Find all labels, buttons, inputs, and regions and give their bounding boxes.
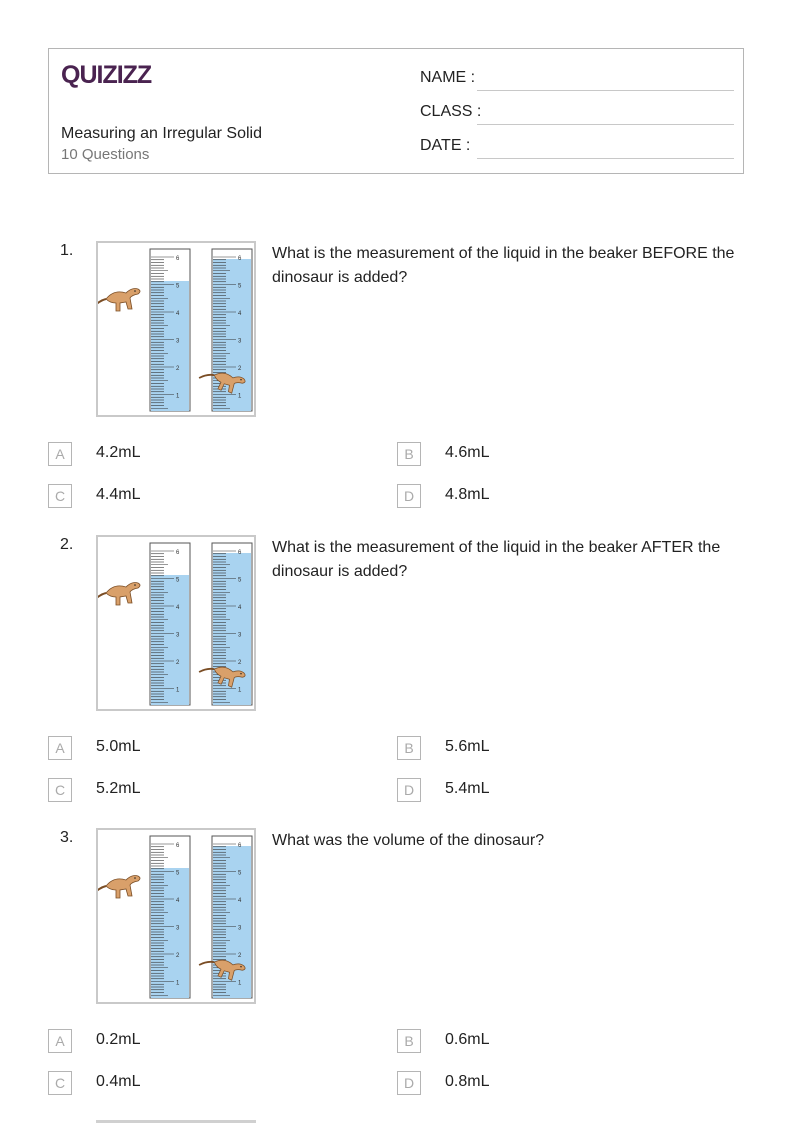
- svg-text:1: 1: [238, 687, 242, 694]
- svg-text:4: 4: [238, 898, 242, 904]
- date-field[interactable]: [420, 137, 734, 159]
- option-text: 4.4mL: [96, 486, 141, 503]
- option-letter-box: D: [397, 484, 421, 508]
- svg-text:3: 3: [176, 338, 180, 345]
- option-text: 5.0mL: [96, 738, 141, 755]
- svg-text:4: 4: [238, 605, 242, 611]
- svg-text:6: 6: [176, 550, 180, 556]
- svg-text:6: 6: [176, 256, 180, 262]
- date-label: DATE :: [420, 137, 471, 154]
- option-letter-box: A: [48, 736, 72, 760]
- option-letter-box: D: [397, 778, 421, 802]
- svg-text:3: 3: [238, 925, 242, 932]
- option-a[interactable]: [48, 442, 298, 466]
- name-line[interactable]: [477, 90, 734, 91]
- class-field[interactable]: [420, 103, 734, 125]
- svg-text:1: 1: [238, 393, 242, 400]
- svg-text:6: 6: [176, 843, 180, 849]
- svg-text:4: 4: [176, 311, 180, 317]
- option-a[interactable]: [48, 736, 298, 760]
- svg-text:3: 3: [176, 632, 180, 639]
- svg-text:1: 1: [238, 980, 242, 987]
- svg-text:3: 3: [238, 338, 242, 345]
- svg-text:6: 6: [238, 256, 242, 262]
- option-letter-box: D: [397, 1071, 421, 1095]
- option-b[interactable]: [397, 736, 647, 760]
- option-b[interactable]: [397, 442, 647, 466]
- question-text: What was the volume of the dinosaur?: [272, 832, 545, 849]
- option-a[interactable]: [48, 1029, 298, 1053]
- option-text: 0.8mL: [445, 1073, 490, 1090]
- svg-text:5: 5: [176, 870, 180, 877]
- svg-text:4: 4: [238, 311, 242, 317]
- option-letter-box: C: [48, 484, 72, 508]
- svg-text:4: 4: [176, 605, 180, 611]
- question-text: What is the measurement of the liquid in the beaker AFTER the dinosaur is added?: [272, 539, 721, 580]
- svg-text:6: 6: [238, 843, 242, 849]
- option-letter-box: C: [48, 778, 72, 802]
- question-number: 3.: [60, 829, 74, 846]
- quizizz-logo: [61, 57, 153, 91]
- worksheet-title: Measuring an Irregular Solid: [61, 125, 262, 142]
- option-d[interactable]: [397, 778, 647, 802]
- graduated-cylinder-image: [96, 241, 256, 417]
- class-label: CLASS :: [420, 103, 482, 120]
- svg-text:6: 6: [238, 550, 242, 556]
- svg-text:2: 2: [238, 660, 242, 666]
- option-d[interactable]: [397, 1071, 647, 1095]
- date-line[interactable]: [477, 158, 734, 159]
- option-b[interactable]: [397, 1029, 647, 1053]
- question-count: 10 Questions: [61, 146, 150, 163]
- question-number: 1.: [60, 242, 74, 259]
- class-line[interactable]: [477, 124, 734, 125]
- svg-text:1: 1: [176, 393, 180, 400]
- svg-text:5: 5: [238, 577, 242, 584]
- svg-text:2: 2: [238, 953, 242, 959]
- question-3: [0, 829, 794, 1099]
- svg-text:5: 5: [176, 283, 180, 290]
- svg-text:2: 2: [176, 953, 180, 959]
- graduated-cylinder-image: [96, 535, 256, 711]
- option-letter-box: C: [48, 1071, 72, 1095]
- svg-text:5: 5: [238, 870, 242, 877]
- question-number: 2.: [60, 536, 74, 553]
- graduated-cylinder-image: [96, 828, 256, 1004]
- option-letter-box: B: [397, 1029, 421, 1053]
- option-c[interactable]: [48, 484, 298, 508]
- option-letter-box: B: [397, 442, 421, 466]
- option-text: 5.6mL: [445, 738, 490, 755]
- svg-text:2: 2: [238, 366, 242, 372]
- svg-text:1: 1: [176, 980, 180, 987]
- name-label: NAME :: [420, 69, 476, 86]
- option-text: 5.4mL: [445, 780, 490, 797]
- option-c[interactable]: [48, 1071, 298, 1095]
- question-2: [0, 536, 794, 806]
- svg-text:3: 3: [238, 632, 242, 639]
- worksheet-header: [48, 48, 744, 174]
- option-text: 0.4mL: [96, 1073, 141, 1090]
- option-text: 4.8mL: [445, 486, 490, 503]
- question-1: [0, 242, 794, 512]
- option-text: 0.2mL: [96, 1031, 141, 1048]
- svg-text:1: 1: [176, 687, 180, 694]
- svg-text:2: 2: [176, 660, 180, 666]
- svg-text:QUIZIZZ: QUIZIZZ: [61, 61, 152, 89]
- svg-text:5: 5: [176, 577, 180, 584]
- svg-text:5: 5: [238, 283, 242, 290]
- svg-text:2: 2: [176, 366, 180, 372]
- option-text: 5.2mL: [96, 780, 141, 797]
- option-letter-box: B: [397, 736, 421, 760]
- option-d[interactable]: [397, 484, 647, 508]
- option-letter-box: A: [48, 1029, 72, 1053]
- option-text: 0.6mL: [445, 1031, 490, 1048]
- svg-text:4: 4: [176, 898, 180, 904]
- name-field[interactable]: [420, 69, 734, 91]
- option-text: 4.6mL: [445, 444, 490, 461]
- svg-text:3: 3: [176, 925, 180, 932]
- option-c[interactable]: [48, 778, 298, 802]
- option-text: 4.2mL: [96, 444, 141, 461]
- question-text: What is the measurement of the liquid in the beaker BEFORE the dinosaur is added?: [272, 245, 735, 286]
- option-letter-box: A: [48, 442, 72, 466]
